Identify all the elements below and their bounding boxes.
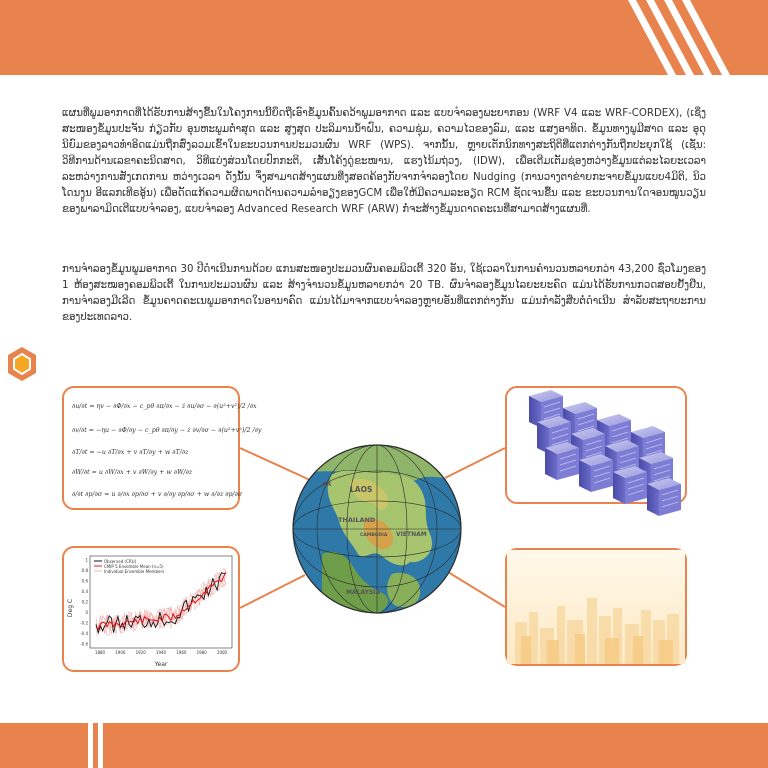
equations-figure bbox=[64, 388, 262, 508]
temperature-graph bbox=[64, 548, 238, 670]
x-tick-label: 2000 bbox=[216, 650, 228, 655]
server-unit-icon bbox=[647, 478, 681, 516]
simulation-paragraph: ການຈຳລອງຂໍ້ມູນພູມອາກາດ 30 ປີດຳເນີນການດ້ວຍ ແກນສະໜອງປະມວນຜົນຄອມພິວເຕີ້ 320 ອັນ, ໃຊ້ເວລາໃນການຄຳນວນຫລາຍກວ່າ 43,200 ຊົ່ວໂມງຂອງ 1 ຫ້ອງສະໝອງຄອມພິວເຕີ້ ໃນການປະມວນຜົນ ແລະ ສ້າງຈຳນວນຂໍ້ມູນຫລາຍກວ່າ 20 TB. ຜົນຈຳລອງຂໍ້ມູນໄລຍະຍະຄົດ ແມ່ນໄດ້ຮັບການກວດສອບຢັ້ງຢືນ, ການຈຳລອງມີເລີດ ຂໍ້ມູນຄາດຄະເນພູມອາກາດໃນອານາຄົດ ແມ່ນໄດ້ມາຈາກແບບຈຳລອງຫຼາຍອັນທີ່ແຕກຕ່າງກັນ ແມ່ນກຳລັງສືບຕໍ່ດຳເນີນ ສຳລັບສະຖາບະການຂອງປະເທດລາວ. bbox=[62, 264, 706, 323]
map-label-vietnam: VIETNAM bbox=[396, 531, 427, 538]
y-tick-label: 0.2 bbox=[81, 599, 88, 605]
map-label-ar: AR bbox=[322, 481, 332, 488]
x-tick-label: 1900 bbox=[115, 650, 126, 655]
x-tick-label: 1960 bbox=[176, 650, 187, 655]
y-tick-label: -0.2 bbox=[80, 620, 88, 626]
y-tick-label: 0.4 bbox=[81, 589, 88, 594]
legend-observed: Observed (CRU) bbox=[104, 559, 137, 564]
equation-line: ∂u/∂t = ηv − ∂Φ/∂x − c_pθ ∂π/∂x − ż ∂u/∂σ − ∂(u²+v²)/2 /∂x bbox=[72, 403, 257, 410]
y-tick-label: -0.4 bbox=[80, 631, 88, 636]
intro-paragraph: ແຜນທີ່ພູມອາກາດທີ່ໄດ້ຮັບການສ້າງຂື້ນໃນໂຄງການນີ້ຍຶດຖືເອົາຂໍ້ມູນຄົ້ນຄວ້າພູມອາກາດ ແລະ ແບບຈຳລອງພະຍາກອນ (WRF V4 ແລະ WRF-CORDEX), (ເຊິ່ງສະໜອງຂໍ້ມູນປະຈັນ ກ່ຽວກັບ ອຸນຫະພູມຕ່ຳສຸດ ແລະ ສູງສຸດ ປະລິມານນ້ຳຝົນ, ຄວາມຊຸ່ມ, ຄວາມໄວຂອງລົມ, ແລະ ແສງອາທິດ. ຂໍ້ມູນທາງພູມີສາດ ແລະ ອຸດຸນິຍົມຂອງລາວທຳອິດແມ່ນຖືກສົ່ງລວມເຂົ້າໃນຂະບວນການປະມວນຜົນ WRF (WPS). ຈາກນັ້ນ, ຫຼາຍເຕັກນິກທາງສະຖິຕິທີ່ແຕກຕ່າງກັນຖືກປະຍຸກໃຊ້ (ເຊັ່ນ: ວິທີການດ້ານເລຂາຄະນິດສາດ, ວິທີແບ່ງສ່ວນໂດຍປົກກະຕິ, ເສັ້ນໂຄ້ງດູ່ຂະໜານ, ແຮງໄນ້ມຖ່ວງ, (IDW), ເພື່ອເຕີມເຕັມຊ່ອງຫວ່າງຂໍ້ມູນແຕ່ລະໄລຍະເວລາ ລະຫວ່າງການສັງເກດການ ຫວ່າງເວລາ ດັ່ງນັ້ນ ຈຶ່ງສາມາດສ້າງແຜນທີ່ງສອດຄ້ອງກັບຈາກຈຳລອງໂດຍ Nudging (ການວາງຕາຂ່າຍກະຈາຍຂໍ້ມູນແບບ4ມິຕິ, ນິວໂດນງູນ ອີແລກເທີຣອູ້ນ) ເພື່ອດັດແກ້ຄວາມຜິດພາດດ້ານຄວາມລຳອຽງຂອງGCM ເພື່ອໃຫ້ມີຄວາມລະອຽດ RCM ຊັດເຈນຂື້ນ ແລະ ຂະບວນການໃດຈອນໝູນວຽນ ຂອງພາລາມິດເຕີແບບຈຳລອງ, ແບບຈຳລອງ Advanced Research WRF (ARW) ກໍ່ຈະສ້າງຂໍ້ມູນດາດຄະເນທີ່ສາມາດສ້າງແຜນທີ່. bbox=[62, 108, 706, 215]
server-rack-icon bbox=[507, 388, 685, 502]
equations-panel bbox=[62, 386, 262, 510]
legend-mean: CMIP 5 Ensemble Mean (n=5) bbox=[104, 564, 164, 569]
x-axis-label: Year bbox=[154, 661, 168, 668]
x-tick-label: 1880 bbox=[94, 650, 106, 655]
server-unit-icon bbox=[579, 454, 613, 492]
map-label-laos: LAOS bbox=[350, 485, 373, 494]
x-tick-label: 1920 bbox=[135, 650, 146, 655]
map-label-thailand: THAILAND bbox=[338, 516, 376, 524]
server-panel bbox=[505, 386, 687, 504]
equation-line: ∂/∂t ∂p/∂σ = u ∂/∂x ∂p/∂σ + v ∂/∂y ∂p/∂σ + w ∂/∂z ∂p/∂σ bbox=[72, 491, 243, 498]
y-tick-label: 0 bbox=[85, 610, 88, 615]
server-unit-icon bbox=[545, 442, 579, 480]
y-tick-label: 1 bbox=[85, 557, 88, 563]
x-tick-label: 1940 bbox=[155, 650, 167, 655]
footer-stripe bbox=[98, 723, 103, 768]
y-tick-label: 0.8 bbox=[81, 568, 88, 573]
map-label-malaysia: MALAYSIA bbox=[346, 589, 381, 596]
temperature-graph-panel bbox=[62, 546, 240, 672]
y-tick-label: 0.6 bbox=[81, 578, 88, 584]
map-label-cambodia: CAMBODIA bbox=[360, 533, 388, 538]
server-unit-icon bbox=[613, 466, 647, 504]
southeast-asia-globe bbox=[292, 444, 462, 614]
equation-line: ∂W/∂t = u ∂W/∂x + v ∂W/∂y + w ∂W/∂z bbox=[72, 469, 193, 476]
city-skyline-panel bbox=[505, 548, 687, 666]
equation-line: ∂T/∂t = −u ∂T/∂x + v ∂T/∂y + w ∂T/∂z bbox=[72, 449, 189, 456]
city-skyline-icon bbox=[507, 550, 685, 664]
footer-stripe bbox=[88, 723, 93, 768]
x-tick-label: 1980 bbox=[196, 650, 207, 655]
y-axis-label: Deg C bbox=[67, 598, 74, 618]
footer-band bbox=[0, 723, 768, 768]
equation-line: ∂v/∂t = −ηu − ∂Φ/∂y − c_pθ ∂π/∂y − ż ∂v/∂σ − ∂(u²+v²)/2 /∂y bbox=[72, 427, 262, 434]
y-tick-label: -0.6 bbox=[80, 641, 88, 647]
legend-members: Individual Ensemble Members bbox=[104, 569, 165, 574]
